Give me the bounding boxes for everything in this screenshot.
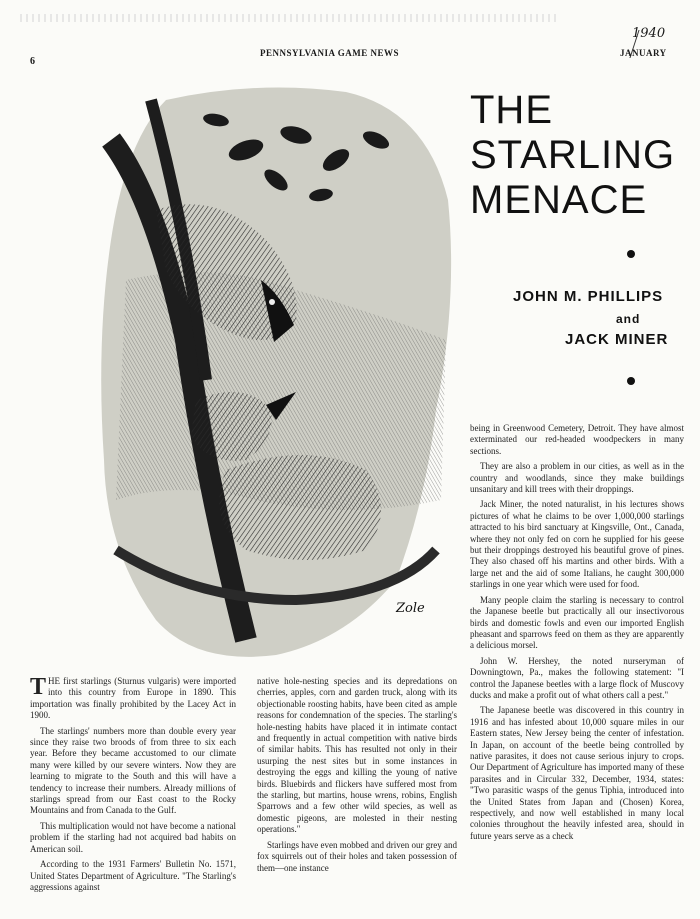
page-number: 6 (30, 56, 35, 67)
paragraph: Many people claim the starling is necessary to control the Japanese beetle but practically all our insectivorous birds and domestic fowls and even our imported English pheasant and sparrows feed on them as they are apparently a delicious morsel. (470, 594, 684, 651)
issue-month: JANUARY (620, 48, 667, 58)
opening-text: HE first starlings (Sturnus vulgaris) were imported into this country from Europe in 1890. This importation was finally prohibited by the Lacey Act in 1900. (30, 676, 236, 721)
paragraph: Jack Miner, the noted naturalist, in his lectures shows pictures of what he claims to be over 1,000,000 starlings attracted to his bird sanctuary at Kingsville, Ont., Canada, where they not only fed on corn he supplied for his geese but their droppings destroyed his beautiful grove of pines. They also chased off his martins and other birds. With a large net and the aid of some Italians, he caught 300,000 starlings in one year which were used for food. (470, 499, 684, 590)
starlings-illustration (96, 80, 458, 670)
author-1: JOHN M. PHILLIPS (513, 288, 664, 305)
paragraph: Starlings have even mobbed and driven our grey and fox squirrels out of their holes and taken possession of them—one instance (257, 839, 457, 873)
paragraph: John W. Hershey, the noted nurseryman of Downingtown, Pa., makes the following statement: "I control the Japanese beetles with a large flock of Muscovy ducks and make a profit out of what others call a pest." (470, 655, 684, 700)
title-line-1: THE (470, 88, 553, 132)
illustrator-signature: Zole (396, 601, 425, 616)
paragraph: This multiplication would not have become a national problem if the starling had not acquired bad habits on American soil. (30, 820, 236, 854)
author-2: JACK MINER (565, 331, 669, 348)
running-header: PENNSYLVANIA GAME NEWS (260, 48, 400, 58)
paragraph: According to the 1931 Farmers' Bulletin No. 1571, United States Department of Agriculture. "The Starling's aggressions against (30, 859, 236, 892)
scan-artifact (20, 14, 560, 22)
paragraph: native hole-nesting species and its depredations on cherries, apples, corn and garden truck, along with its objectionable roosting habits, have been cited as ample reasons for condemnation of the species. The starling's hole-nesting habits have placed it in intimate contact and frequently in actual competition with native birds of similar habits. This has resulted not only in their usurping the nest sites but in some instances in destroying the eggs and killing the young of native birds. Bluebirds and flickers have suffered most from the starling, but martins, house wrens, robins, English Sparrows and a few other wild species, as well as domestic pigeons, are molested in their nesting operations." (257, 676, 457, 835)
bullet-ornament (627, 377, 635, 385)
paragraph: The Japanese beetle was discovered in this country in 1916 and has infested about 10,000 square miles in our Eastern states, New Jersey being the center of infestation. In Japan, on account of the beetle being controlled by native parasites, it does not cause serious injury to crops. Our Department of Agriculture has imported many of these parasites and in Circular 332, December, 1934, states: "Two parasitic wasps of the genus Tiphia, introduced into the United States from Japan and (Chosen) Korea, respectively, and now well established in many local colonies throughout the heavily infested area, should in future years serve as a check (470, 705, 684, 841)
article-column-right (470, 423, 684, 846)
handwritten-year: 1940 (632, 26, 666, 41)
opening-paragraph (30, 676, 236, 722)
title-line-2: STARLING (470, 133, 676, 177)
article-column-middle (257, 676, 457, 878)
paragraph: being in Greenwood Cemetery, Detroit. They have almost exterminated our red-headed woodpeckers in many sections. (470, 423, 684, 456)
author-conjunction: and (616, 312, 641, 326)
article-title (470, 88, 690, 223)
title-line-3: MENACE (470, 178, 648, 222)
drop-cap: T (30, 674, 47, 700)
paragraph: They are also a problem in our cities, as well as in the country and woodlands, since they make buildings unsanitary and kill trees with their droppings. (470, 461, 684, 495)
bullet-ornament (627, 250, 635, 258)
article-column-left (30, 676, 236, 897)
paragraph: The starlings' numbers more than double every year since they raise two broods of from three to six each year. Before they became accustomed to our climate many were killed by our severe winters. Now they are learning to migrate to the South and this will have a tendency to increase their numbers. Already millions of starlings spread from our East coast to the Rocky Mountains and from Canada to the Gulf. (30, 725, 236, 816)
